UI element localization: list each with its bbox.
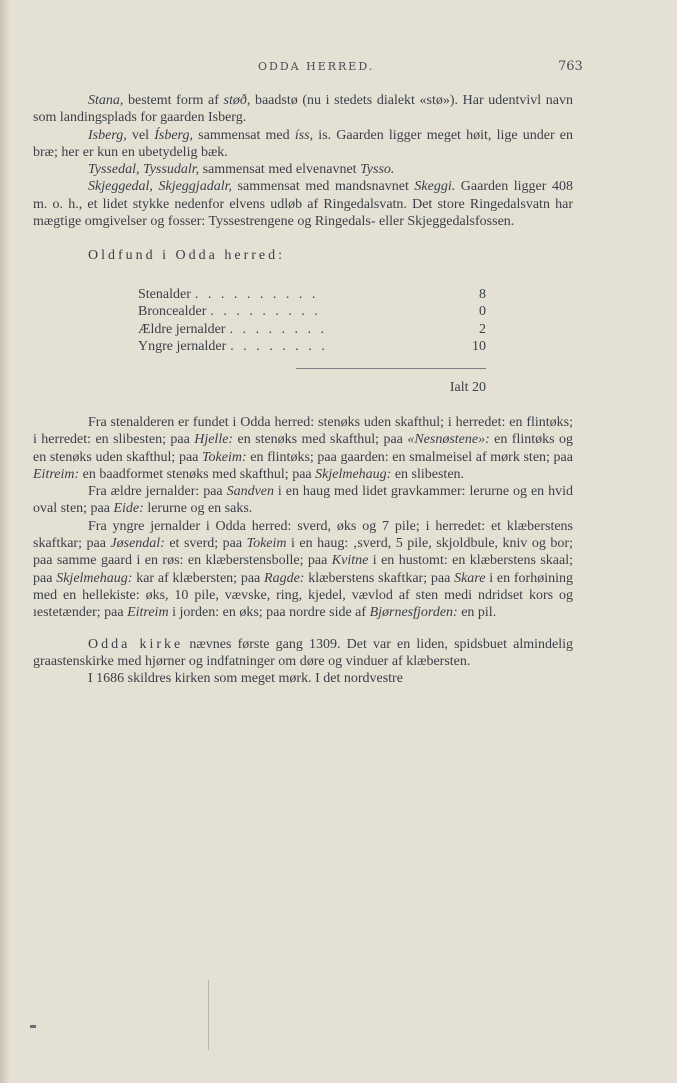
ink-mark	[30, 1025, 36, 1028]
italic-place-name: Sandven	[226, 484, 274, 500]
italic-place-name: Jøsendal:	[110, 536, 165, 552]
section-heading: Oldfund i Odda herred:	[88, 248, 286, 264]
text-run: i en haug med lidet gravkammer: lerurne og en hvid oval sten; paa	[33, 484, 574, 517]
text-run: Odda kirke	[88, 636, 184, 652]
italic-place-name: íss,	[294, 127, 314, 143]
italic-place-name: Bjørnesfjorden:	[369, 605, 458, 621]
italic-place-name: Skeggi.	[414, 179, 456, 195]
place-name-entries	[33, 92, 573, 230]
total-label: Ialt	[449, 379, 469, 395]
period-label: Yngre jernalder	[138, 339, 227, 355]
text-run: klæberstens skaftkar; paa	[304, 570, 455, 586]
page-smudge	[18, 980, 209, 1050]
period-label: Broncealder	[138, 304, 207, 320]
italic-place-name: Hjelle:	[194, 432, 234, 448]
italic-place-name: Tysso.	[360, 162, 395, 178]
text-run: en pil.	[457, 605, 497, 621]
text-run: en baadformet stenøks med skafthul; paa	[79, 466, 316, 482]
body-text	[33, 92, 573, 687]
text-run: Fra yngre jernalder i Odda herred: sverd, øks og 7 pile; i herredet: et klæberstens skaftkar; paa	[33, 518, 573, 552]
text-run: nævnes første gang 1309. Det var en liden, spidsbuet almindelig graastenskirke med hjørner og indfatninger om døre og vinduer af klæbersten.	[33, 636, 573, 669]
text-run: is. Gaarden ligger meget høit, lige under en bræ; her er kun en ubetydelig bæk.	[33, 127, 573, 160]
text-run: kar af klæbersten; paa	[132, 570, 265, 586]
text-run: i jorden: en øks; paa nordre side af	[168, 605, 370, 621]
page-edge-shadow	[0, 0, 10, 1083]
period-label: Ældre jernalder	[138, 321, 226, 337]
table-row	[138, 338, 486, 356]
total-rule	[296, 368, 486, 369]
italic-place-name: Tokeim:	[202, 449, 247, 465]
finds-paragraph-2	[33, 518, 573, 622]
text-run: sammensat med mandsnavnet	[231, 179, 415, 195]
total-row	[296, 379, 486, 396]
italic-place-name: Tokeim	[246, 536, 287, 552]
text-run: et sverd; paa	[164, 536, 247, 552]
find-count: 0	[479, 304, 486, 320]
church-paragraph-1	[33, 670, 573, 687]
finds-description	[33, 414, 573, 622]
table-row	[138, 321, 486, 339]
entry-paragraph-1	[33, 127, 573, 162]
find-count: 2	[479, 321, 486, 337]
total-value: 20	[472, 379, 486, 395]
italic-place-name: «Nesnøstene»:	[407, 432, 490, 448]
text-run: en slibesten.	[391, 466, 465, 482]
italic-place-name: Tyssedal, Tyssudalr,	[88, 162, 200, 178]
page-number: 763	[558, 59, 583, 74]
italic-place-name: Kvitne	[331, 553, 369, 569]
text-run: sammensat med	[192, 127, 295, 143]
running-title: ODDA HERRED.	[258, 60, 375, 73]
text-run: I 1686 skildres kirken som meget mørk. I det nordvestre	[88, 671, 403, 687]
text-run: en flintøks; paa gaarden: en smalmeisel af mørk sten; paa	[246, 449, 573, 465]
text-run: i en forhøining med en hellekiste: øks, 10 pile, vævske, ring, kjedel, vævlod af sten medi ndridset kors og ıestetænder; paa	[33, 570, 573, 621]
entry-paragraph-3	[33, 178, 573, 230]
leader-dots: . . . . . . . .	[229, 321, 327, 337]
italic-place-name: Skjelmehaug:	[315, 466, 392, 482]
finds-paragraph-0	[33, 414, 573, 483]
text-run: baadstø (nu i stedets dialekt «stø»). Har udentvivl navn som landingsplads for gaarden Isberg.	[33, 93, 573, 126]
entry-paragraph-2	[33, 161, 573, 178]
italic-place-name: Eide:	[113, 501, 144, 517]
church-paragraph-0	[33, 636, 573, 671]
text-run: Fra ældre jernalder: paa	[88, 484, 227, 500]
finds-table	[138, 286, 486, 356]
text-run: en flintøks og en stenøks uden skafthul; paa	[33, 432, 573, 465]
leader-dots: . . . . . . . . . .	[194, 286, 319, 302]
leader-dots: . . . . . . . .	[230, 339, 328, 355]
text-run: bestemt form af	[123, 93, 224, 108]
entry-paragraph-0	[33, 92, 573, 127]
italic-place-name: Eitreim	[127, 605, 169, 621]
italic-place-name: Isberg,	[88, 127, 127, 143]
italic-place-name: Skare	[454, 570, 486, 586]
table-row	[138, 286, 486, 304]
period-label: Stenalder	[138, 286, 191, 302]
finds-paragraph-1	[33, 483, 573, 518]
italic-place-name: Skjelmehaug:	[56, 570, 133, 586]
find-count: 10	[472, 339, 486, 355]
italic-place-name: støð,	[223, 93, 251, 108]
page-header	[0, 60, 677, 80]
italic-place-name: Stana,	[88, 93, 124, 108]
italic-place-name: Skjeggedal, Skjeggjadalr,	[88, 179, 232, 195]
italic-place-name: Ísberg,	[154, 127, 193, 143]
italic-place-name: Ragde:	[264, 570, 305, 586]
text-run: i en haug: ‚sverd, 5 pile, skjoldbule, kniv og bor; paa samme gaard i en røs: en klæberstensbolle; paa	[33, 536, 573, 569]
text-run: en stenøks med skafthul; paa	[233, 432, 408, 448]
church-description	[33, 636, 573, 688]
text-run: lerurne og en saks.	[143, 501, 253, 517]
leader-dots: . . . . . . . . .	[210, 304, 321, 320]
text-run: Fra stenalderen er fundet i Odda herred: stenøks uden skafthul; i herredet: en flintøks; i herredet: en slibesten; paa	[33, 414, 573, 448]
text-run: i en hustomt: en klæberstens skaal; paa	[33, 553, 573, 586]
find-count: 8	[479, 286, 486, 302]
table-row	[138, 303, 486, 321]
italic-place-name: Eitreim:	[33, 466, 80, 482]
text-run: Gaarden ligger 408 m. o. h., et lidet stykke nedenfor elvens udløb af Ringedalsvatn. Det store Ringedalsvatn har mægtige omgivelser og fosser: Tyssestrengene og Ringedals- eller Skjeggedalsfossen.	[33, 179, 573, 230]
text-run: sammensat med elvenavnet	[199, 162, 361, 178]
text-run: vel	[126, 127, 155, 143]
